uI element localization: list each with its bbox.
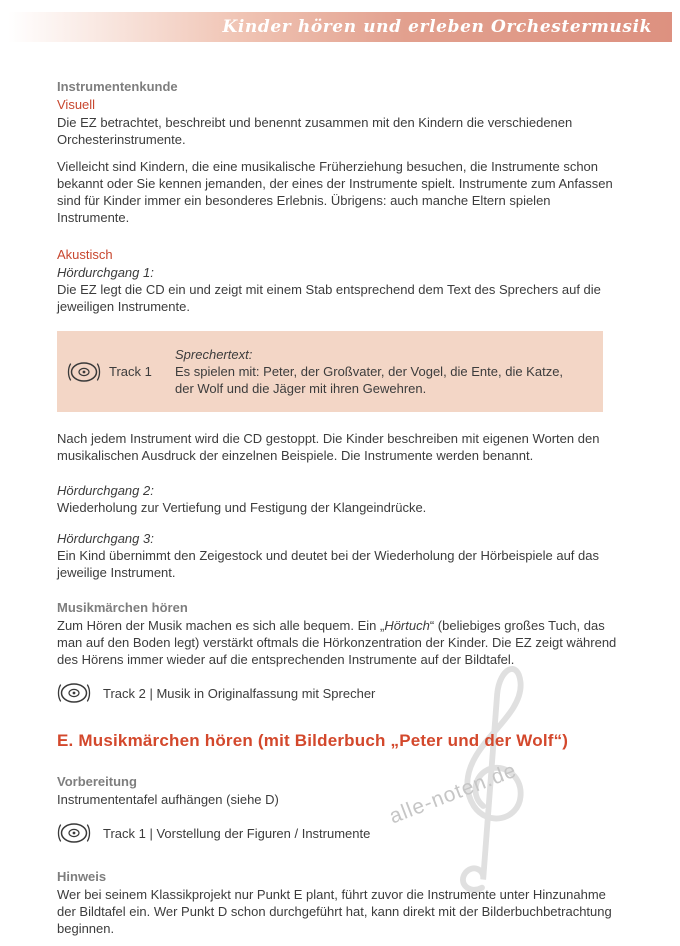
hoertuch-emphasis: Hörtuch — [384, 618, 430, 633]
heading-hinweis: Hinweis — [57, 869, 107, 884]
heading-instrumentenkunde: Instrumentenkunde — [57, 79, 178, 94]
sprechertext-label: Sprechertext: — [175, 347, 253, 362]
track2-row — [57, 680, 625, 706]
track1-label: Track 1 | Vorstellung der Figuren / Instrumente — [103, 825, 371, 841]
track1-row — [57, 820, 625, 846]
sprechertext-text: Es spielen mit: Peter, der Großvater, der Vogel, die Ente, die Katze, der Wolf und die Jäger mit ihren Gewehren. — [175, 364, 564, 396]
subheading-visuell: Visuell — [57, 97, 96, 112]
hoerdurchgang-1-text: Die EZ legt die CD ein und zeigt mit einem Stab entsprechend dem Text des Sprechers auf die jeweiligen Instrumente. — [57, 282, 601, 314]
paragraph-part: Zum Hören der Musik machen es sich alle bequem. Ein „ — [57, 618, 385, 633]
paragraph — [57, 617, 625, 668]
paragraph-part: “ (beliebiges großes Tuch, das man auf den Boden legt) verstärkt oftmals die Hörkonzentration der Kinder. Die EZ zeigt während des Hörens immer wieder auf die entsprechenden Instrumente auf der Bildtafel. — [57, 618, 617, 667]
hoerdurchgang-2-block — [57, 482, 625, 516]
track1-sprechertext-box — [57, 331, 603, 412]
heading-musikmaerchen: Musikmärchen hören — [57, 600, 188, 615]
heading-vorbereitung: Vorbereitung — [57, 774, 137, 789]
page-content — [0, 78, 680, 937]
watermark-text: alle-noten.de — [386, 758, 520, 829]
page-header-title: Kinder hören und erleben Orchestermusik — [222, 17, 652, 37]
paragraph: Nach jedem Instrument wird die CD gestoppt. Die Kinder beschreiben mit eigenen Worten den musikalischen Ausdruck der einzelnen Beispiele. Die Instrumente werden benannt. — [57, 431, 600, 463]
paragraph: Wer bei seinem Klassikprojekt nur Punkt E plant, führt zuvor die Instrumente unter Hinzunahme der Bildtafel ein. Wer Punkt D schon durchgeführt hat, kann direkt mit der Bilderbuchbetrachtung beginnen. — [57, 887, 612, 936]
hoerdurchgang-2-label: Hördurchgang 2: — [57, 483, 154, 498]
hoerdurchgang-3-label: Hördurchgang 3: — [57, 531, 154, 546]
hoerdurchgang-3-block — [57, 530, 625, 581]
cd-icon — [67, 359, 101, 385]
subheading-akustisch: Akustisch — [57, 247, 113, 262]
hoerdurchgang-1-label: Hördurchgang 1: — [57, 265, 154, 280]
paragraph: Die EZ betrachtet, beschreibt und benennt zusammen mit den Kindern die verschiedenen Orchesterinstrumente. — [57, 115, 573, 147]
hoerdurchgang-3-text: Ein Kind übernimmt den Zeigestock und deutet bei der Wiederholung der Hörbeispiele auf das jeweilige Instrument. — [57, 548, 599, 580]
cd-icon — [57, 680, 91, 706]
heading-section-e: E. Musikmärchen hören (mit Bilderbuch „Peter und der Wolf“) — [57, 731, 569, 750]
track-label: Track 1 — [109, 364, 152, 379]
track2-label: Track 2 | Musik in Originalfassung mit Sprecher — [103, 685, 376, 701]
paragraph: Vielleicht sind Kindern, die eine musikalische Früherziehung besuchen, die Instrumente schon bekannt oder Sie kennen jemanden, der eines der Instrumente spielt. Instrumente zum Anfassen sind für Kinder immer ein besonderes Erlebnis. Übrigens: auch manche Eltern spielen Instrumente. — [57, 159, 613, 225]
cd-icon — [57, 820, 91, 846]
sprechertext-block — [175, 346, 585, 397]
hoerdurchgang-2-text: Wiederholung zur Vertiefung und Festigung der Klangeindrücke. — [57, 500, 427, 515]
track-box-left — [67, 359, 175, 385]
page-header — [8, 12, 672, 42]
hoerdurchgang-1-block — [57, 264, 625, 315]
vorbereitung-text: Instrumententafel aufhängen (siehe D) — [57, 792, 279, 807]
